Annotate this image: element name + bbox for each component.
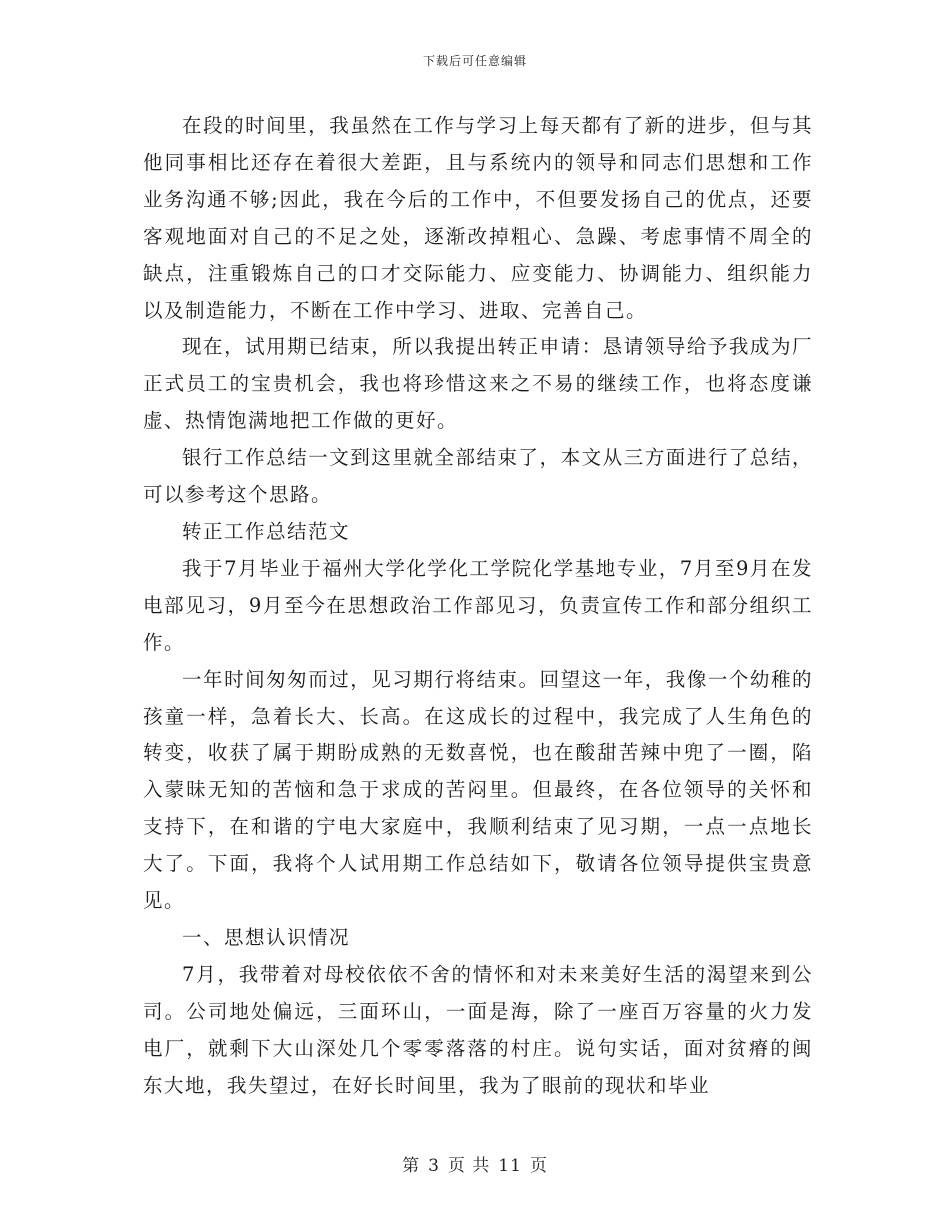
- section-title: 转正工作总结范文: [182, 519, 351, 543]
- paragraph-self-improvement: 在段的时间里，我虽然在工作与学习上每天都有了新的进步，但与其他同事相比还存在着很大差距，且与系统内的领导和同志们思想和工作业务沟通不够;因此，我在今后的工作中，不但要发扬自己的优点，还要客观地面对自己的不足之处，逐渐改掉粗心、急躁、考虑事情不周全的缺点，注重锻炼自己的口才交际能力、应变能力、协调能力、组织能力以及制造能力，不断在工作中学习、进取、完善自己。: [143, 114, 813, 322]
- footer-suffix: 页: [529, 1156, 548, 1176]
- document-body: [143, 108, 813, 1104]
- paragraph-closing-note: 银行工作总结一文到这里就全部结束了，本文从三方面进行了总结，可以参考这个思路。: [143, 446, 813, 507]
- paragraph-year-review: 一年时间匆匆而过，见习期行将结束。回望这一年，我像一个幼稚的孩童一样，急着长大、长高。在这成长的过程中，我完成了人生角色的转变，收获了属于期盼成熟的无数喜悦，也在酸甜苦辣中兜了一圈，陷入蒙昧无知的苦恼和急于求成的苦闷里。但最终，在各位领导的关怀和支持下，在和谐的宁电大家庭中，我顺利结束了见习期，一点一点地长大了。下面，我将个人试用期工作总结如下，敬请各位领导提供宝贵意见。: [143, 667, 813, 913]
- paragraph-arrival: 7月，我带着对母校依依不舍的情怀和对未来美好生活的渴望来到公司。公司地处偏远，三面环山，一面是海，除了一座百万容量的火力发电厂，就剩下大山深处几个零零落落的村庄。说句实话，面对贫瘠的闽东大地，我失望过，在好长时间里，我为了眼前的现状和毕业: [143, 962, 813, 1097]
- subsection-title: 一、思想认识情况: [182, 925, 351, 949]
- footer-middle: 页 共: [447, 1156, 491, 1176]
- page-footer: [0, 1151, 950, 1176]
- footer-page-number: 3: [428, 1156, 440, 1176]
- paragraph-confirmation-request: 现在，试用期已结束，所以我提出转正申请：恳请领导给予我成为厂正式员工的宝贵机会，我也将珍惜这来之不易的继续工作，也将态度谦虚、热情饱满地把工作做的更好。: [143, 335, 813, 433]
- footer-prefix: 第: [402, 1156, 421, 1176]
- paragraph-background: 我于7月毕业于福州大学化学化工学院化学基地专业，7月至9月在发电部见习，9月至今在思想政治工作部见习，负责宣传工作和部分组织工作。: [143, 556, 813, 654]
- footer-total-pages: 11: [498, 1156, 522, 1176]
- page-header: 下载后可任意编辑: [422, 54, 527, 68]
